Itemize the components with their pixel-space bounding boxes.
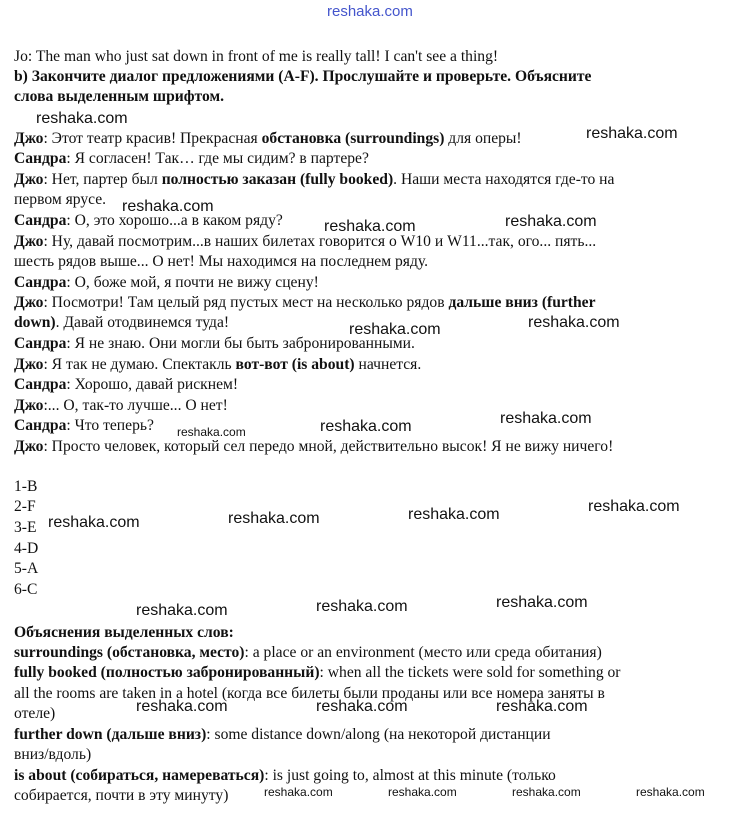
- line-text: : Я так не думаю. Спектакль: [43, 356, 236, 373]
- watermark: reshaka.com: [228, 510, 320, 527]
- explanations-title: Объяснения выделенных слов:: [14, 624, 234, 641]
- watermark: reshaka.com: [500, 410, 592, 427]
- speaker: Сандра: [14, 335, 67, 352]
- explanation-line: [14, 745, 744, 765]
- line-text: : Я согласен! Так… где мы сидим? в партере?: [66, 150, 369, 167]
- line-text: : Просто человек, который сел передо мной, действительно высок! Я не вижу ничего!: [43, 438, 614, 455]
- speaker: Сандра: [14, 150, 67, 167]
- watermark: reshaka.com: [48, 514, 140, 531]
- line-text: : Посмотри! Там целый ряд пустых мест на несколько рядов: [43, 294, 449, 311]
- line-tail: . Давай отодвинемся туда!: [55, 314, 230, 331]
- speaker: Джо: [14, 233, 44, 250]
- term: is about (собираться, намереваться): [14, 767, 265, 784]
- speaker: Сандра: [14, 212, 67, 229]
- line-text: : Ну, давай посмотрим...в наших билетах говорится о W10 и W11...так, ого... пять...: [43, 233, 597, 250]
- speaker: Джо: [14, 356, 44, 373]
- watermark: reshaka.com: [136, 602, 228, 619]
- line-text: : О, боже мой, я почти не вижу сцену!: [66, 274, 319, 291]
- answer-item: 1-B: [14, 478, 38, 495]
- watermark: reshaka.com: [136, 698, 228, 715]
- watermark: reshaka.com: [316, 698, 408, 715]
- watermark: reshaka.com: [586, 125, 678, 142]
- answer-item: 4-D: [14, 540, 39, 557]
- speaker: Джо: [14, 294, 44, 311]
- watermark: reshaka.com: [349, 321, 441, 338]
- highlighted-phrase: обстановка (surroundings): [261, 130, 445, 147]
- line-text: первом ярусе.: [14, 191, 107, 208]
- line-text: : Этот театр красив! Прекрасная: [43, 130, 262, 147]
- definition: : some distance down/along (на некоторой дистанции: [206, 726, 551, 743]
- line-text: : Нет, партер был: [43, 171, 162, 188]
- watermark: reshaka.com: [496, 698, 588, 715]
- line-text: :... О, так-то лучше... О нет!: [43, 397, 228, 414]
- dialogue-line: [14, 273, 744, 293]
- line-text: : Хорошо, давай рискнем!: [66, 376, 239, 393]
- watermark: reshaka.com: [408, 506, 500, 523]
- definition: вниз/вдоль): [14, 746, 92, 763]
- watermark: reshaka.com: [512, 785, 581, 799]
- highlighted-phrase: дальше вниз (further: [448, 294, 596, 311]
- line-text: : Что теперь?: [66, 417, 154, 434]
- watermark: reshaka.com: [122, 198, 214, 215]
- watermark: reshaka.com: [264, 785, 333, 799]
- dialogue-line: [14, 375, 744, 395]
- answer-item: 5-A: [14, 560, 39, 577]
- term: further down (дальше вниз): [14, 726, 207, 743]
- intro-text: : The man who just sat down in front of me is really tall! I can't see a thing!: [27, 48, 499, 65]
- watermark: reshaka.com: [388, 785, 457, 799]
- explanation-line: [14, 766, 744, 786]
- watermark: reshaka.com: [496, 594, 588, 611]
- intro-line: [14, 47, 744, 67]
- speaker: Джо: [14, 130, 44, 147]
- definition: отеле): [14, 705, 56, 722]
- speaker: Джо: [14, 397, 44, 414]
- answer-item: 2-F: [14, 498, 36, 515]
- explanation-line: [14, 786, 744, 806]
- line-tail: . Наши места находятся где-то на: [393, 171, 615, 188]
- definition: : a place or an environment (место или среда обитания): [244, 644, 602, 661]
- watermark: reshaka.com: [316, 598, 408, 615]
- definition: : is just going to, almost at this minute (только: [264, 767, 556, 784]
- explanation-line: [14, 663, 744, 683]
- answer-item: 3-E: [14, 519, 37, 536]
- dialogue-line: [14, 437, 744, 457]
- speaker: Сандра: [14, 376, 67, 393]
- dialogue-line: [14, 149, 744, 169]
- intro-speaker: Jo: [14, 48, 28, 65]
- line-text: : О, это хорошо...а в каком ряду?: [66, 212, 283, 229]
- dialogue-line: [14, 252, 744, 272]
- dialogue-line: [14, 293, 744, 313]
- speaker: Джо: [14, 438, 44, 455]
- line-tail: начнется.: [354, 356, 422, 373]
- site-header[interactable]: reshaka.com: [327, 3, 413, 20]
- task-title-line-2: слова выделенным шрифтом.: [14, 88, 225, 105]
- dialogue-line: [14, 170, 744, 190]
- term: fully booked (полностью забронированный): [14, 664, 320, 681]
- definition: собирается, почти в эту минуту): [14, 787, 229, 804]
- task-title-line-1: b) Закончите диалог предложениями (A-F). Прослушайте и проверьте. Объясните: [14, 68, 592, 85]
- dialogue-line: [14, 396, 744, 416]
- watermark: reshaka.com: [324, 218, 416, 235]
- speaker: Сандра: [14, 417, 67, 434]
- speaker: Джо: [14, 171, 44, 188]
- watermark: reshaka.com: [505, 213, 597, 230]
- term: surroundings (обстановка, место): [14, 644, 245, 661]
- watermark: reshaka.com: [636, 785, 705, 799]
- watermark: reshaka.com: [528, 314, 620, 331]
- highlighted-phrase: вот-вот (is about): [235, 356, 355, 373]
- explanation-line: [14, 725, 744, 745]
- definition: all the rooms are taken in a hotel (когда все билеты были проданы или все номера заняты в: [14, 685, 605, 702]
- highlighted-phrase: полностью заказан (fully booked): [161, 171, 394, 188]
- highlighted-phrase: down): [14, 314, 56, 331]
- watermark: reshaka.com: [588, 498, 680, 515]
- answer-item: 6-C: [14, 581, 38, 598]
- line-text: : Я не знаю. Они могли бы быть забронированными.: [66, 335, 415, 352]
- watermark: reshaka.com: [177, 425, 246, 439]
- speaker: Сандра: [14, 274, 67, 291]
- line-tail: для оперы!: [444, 130, 522, 147]
- definition: : when all the tickets were sold for something or: [319, 664, 621, 681]
- dialogue-line: [14, 355, 744, 375]
- line-text: шесть рядов выше... О нет! Мы находимся на последнем ряду.: [14, 253, 429, 270]
- explanation-line: [14, 643, 744, 663]
- watermark: reshaka.com: [36, 110, 128, 127]
- watermark: reshaka.com: [320, 418, 412, 435]
